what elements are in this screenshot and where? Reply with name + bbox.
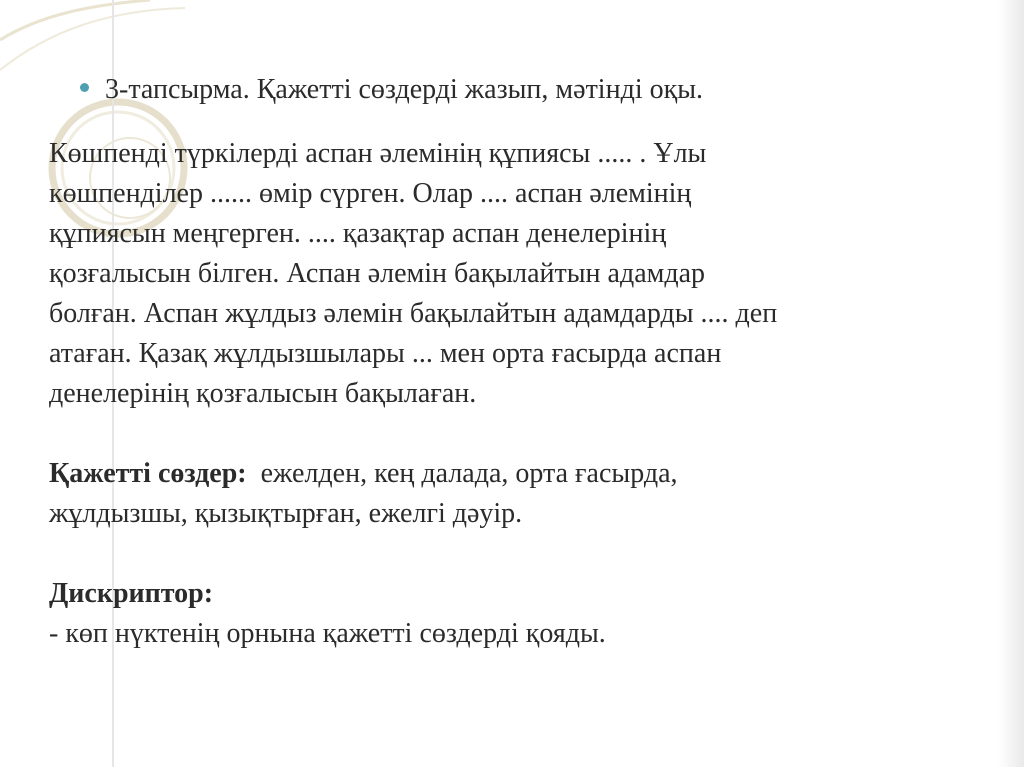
paragraph-line: Көшпенді түркілерді аспан әлемінің құпиясы ..... . Ұлы xyxy=(49,138,707,169)
paragraph-line: қозғалысын білген. Аспан әлемін бақылайтын адамдар xyxy=(49,258,706,289)
page-edge-shadow xyxy=(998,0,1024,767)
bullet-icon xyxy=(80,83,89,92)
words-line-1 xyxy=(49,454,999,494)
task-title: 3-тапсырма. Қажетті сөздерді жазып, мәтінді оқы. xyxy=(105,74,704,105)
words-label: Қажетті сөздер: xyxy=(49,458,247,489)
descriptor-label: Дискриптор: xyxy=(49,578,214,609)
descriptor-item: - көп нүктенің орнына қажетті сөздерді қояды. xyxy=(49,618,606,649)
task-heading xyxy=(80,72,703,108)
content-body xyxy=(49,134,999,654)
paragraph-line: құпиясын меңгерген. .... қазақтар аспан денелерінің xyxy=(49,218,667,249)
words-list-2: жұлдызшы, қызықтырған, ежелгі дәуір. xyxy=(49,498,523,529)
paragraph xyxy=(49,134,999,414)
paragraph-line: көшпенділер ...... өмір сүрген. Олар .... аспан әлемінің xyxy=(49,178,692,209)
paragraph-line: атаған. Қазақ жұлдызшылары ... мен орта ғасырда аспан xyxy=(49,338,722,369)
words-list-1: ежелден, кең далада, орта ғасырда, xyxy=(260,458,678,489)
paragraph-line: денелерінің қозғалысын бақылаған. xyxy=(49,378,477,409)
paragraph-line: болған. Аспан жұлдыз әлемін бақылайтын адамдарды .... деп xyxy=(49,298,778,329)
